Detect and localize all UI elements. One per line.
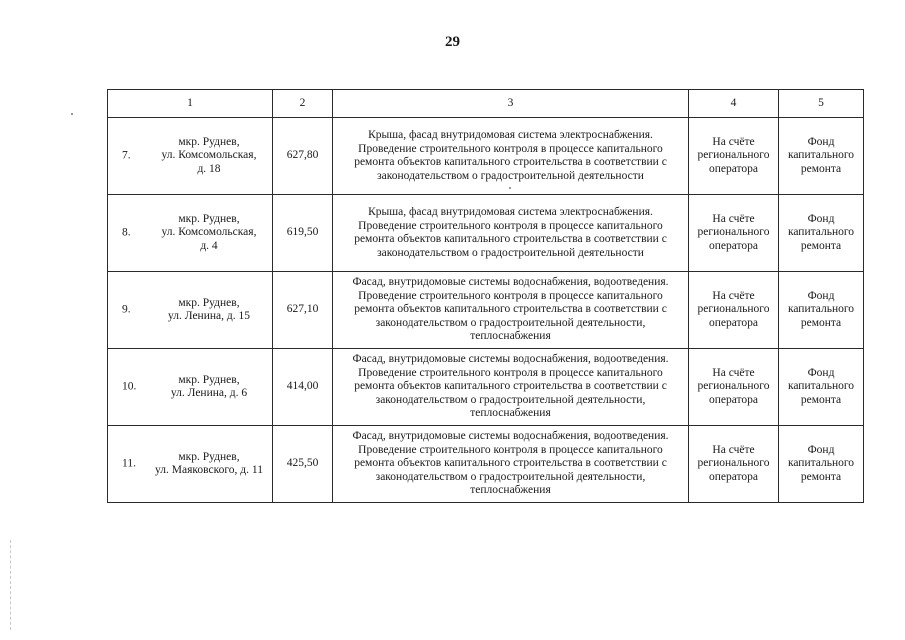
works-line: законодательством о градостроительной деятельности, — [375, 470, 646, 483]
address-line: д. 4 — [200, 239, 218, 252]
scan-speck — [71, 113, 73, 115]
address-line: мкр. Руднев, — [178, 450, 240, 463]
table-row — [108, 118, 864, 195]
account-line: регионального — [697, 380, 770, 393]
table-row — [108, 272, 864, 349]
address-cell — [108, 426, 273, 503]
account-cell — [689, 272, 779, 349]
fund-cell — [779, 195, 864, 272]
works-line: Проведение строительного контроля в процессе капитального — [358, 142, 663, 155]
area-cell: 414,00 — [273, 349, 333, 426]
fund-line: ремонта — [800, 316, 842, 329]
scan-speck — [509, 187, 511, 189]
account-line: оператора — [708, 470, 759, 483]
address-line: мкр. Руднев, — [178, 296, 240, 309]
fund-cell — [779, 426, 864, 503]
address-line: д. 18 — [197, 162, 221, 175]
account-line: оператора — [708, 393, 759, 406]
works-line: Фасад, внутридомовые системы водоснабжения, водоотведения. — [352, 430, 669, 443]
account-line: регионального — [697, 149, 770, 162]
fund-line: Фонд — [807, 366, 835, 379]
address-line: ул. Маяковского, д. 11 — [155, 464, 263, 476]
works-line: ремонта объектов капитального строительства в соответствии с — [354, 303, 667, 316]
address-text — [108, 297, 272, 324]
address-line: мкр. Руднев, — [178, 135, 240, 148]
works-cell — [333, 426, 689, 503]
address-line: ул. Комсомольская, — [161, 226, 257, 239]
works-line: теплоснабжения — [470, 407, 551, 420]
works-line: законодательством о градостроительной деятельности, — [375, 393, 646, 406]
account-cell — [689, 118, 779, 195]
account-cell — [689, 195, 779, 272]
area-cell: 627,10 — [273, 272, 333, 349]
address-cell — [108, 272, 273, 349]
table-header-row — [108, 90, 864, 118]
address-line: ул. Ленина, д. 6 — [170, 387, 248, 399]
works-line: теплоснабжения — [470, 484, 551, 497]
account-line: оператора — [708, 162, 759, 175]
works-cell — [333, 272, 689, 349]
fund-line: капитального — [787, 457, 855, 470]
fund-line: ремонта — [800, 239, 842, 252]
works-line: Крыша, фасад внутридомовая система электроснабжения. — [368, 129, 653, 141]
works-line: Фасад, внутридомовые системы водоснабжения, водоотведения. — [352, 353, 669, 366]
row-number: 10. — [122, 380, 137, 393]
fund-cell — [779, 272, 864, 349]
fund-cell — [779, 349, 864, 426]
works-cell — [333, 195, 689, 272]
works-cell — [333, 118, 689, 195]
account-line: На счёте — [712, 212, 755, 225]
address-cell — [108, 118, 273, 195]
works-line: теплоснабжения — [470, 330, 551, 343]
table-row — [108, 195, 864, 272]
account-line: регионального — [697, 457, 770, 470]
fund-line: ремонта — [800, 393, 842, 406]
account-line: На счёте — [712, 366, 755, 379]
account-cell — [689, 426, 779, 503]
account-cell — [689, 349, 779, 426]
account-line: На счёте — [712, 135, 755, 148]
works-line: законодательством о градостроительной деятельности, — [375, 316, 646, 329]
fund-line: Фонд — [807, 443, 835, 456]
fund-cell — [779, 118, 864, 195]
fund-line: Фонд — [807, 135, 835, 148]
header-col-2: 2 — [273, 90, 333, 118]
works-line: Проведение строительного контроля в процессе капитального — [358, 219, 663, 232]
table-row — [108, 349, 864, 426]
works-line: ремонта объектов капитального строительства в соответствии с — [354, 380, 667, 393]
works-line: Проведение строительного контроля в процессе капитального — [358, 289, 663, 302]
row-number: 11. — [122, 457, 136, 470]
table-body — [108, 118, 864, 503]
area-cell: 619,50 — [273, 195, 333, 272]
account-line: оператора — [708, 316, 759, 329]
header-col-5: 5 — [779, 90, 864, 118]
address-line: ул. Комсомольская, — [161, 149, 257, 162]
page-number: 29 — [445, 34, 460, 50]
fund-line: капитального — [787, 226, 855, 239]
account-line: регионального — [697, 303, 770, 316]
works-cell — [333, 349, 689, 426]
account-line: На счёте — [712, 443, 755, 456]
header-col-4: 4 — [689, 90, 779, 118]
fund-line: капитального — [787, 380, 855, 393]
fund-line: капитального — [787, 149, 855, 162]
row-number: 7. — [122, 149, 131, 162]
row-number: 9. — [122, 303, 131, 316]
account-line: На счёте — [712, 289, 755, 302]
table-row — [108, 426, 864, 503]
capital-repair-table — [107, 89, 864, 503]
row-number: 8. — [122, 226, 131, 239]
scan-margin-mark — [10, 540, 12, 630]
works-line: ремонта объектов капитального строительства в соответствии с — [354, 156, 667, 168]
account-line: регионального — [697, 226, 770, 239]
fund-line: ремонта — [800, 470, 842, 483]
header-col-3: 3 — [333, 90, 689, 118]
works-line: Крыша, фасад внутридомовая система электроснабжения. — [368, 206, 653, 218]
works-line: Проведение строительного контроля в процессе капитального — [358, 443, 663, 456]
works-line: Проведение строительного контроля в процессе капитального — [358, 366, 663, 379]
address-cell — [108, 349, 273, 426]
works-line: ремонта объектов капитального строительства в соответствии с — [354, 233, 667, 245]
works-line: законодательством о градостроительной деятельности — [377, 246, 644, 259]
works-line: законодательством о градостроительной деятельности — [377, 169, 644, 182]
address-text — [108, 136, 272, 177]
area-cell: 627,80 — [273, 118, 333, 195]
header-col-1: 1 — [108, 90, 273, 118]
fund-line: Фонд — [807, 289, 835, 302]
works-line: ремонта объектов капитального строительства в соответствии с — [354, 457, 667, 470]
address-text — [108, 213, 272, 254]
address-line: мкр. Руднев, — [178, 373, 240, 386]
fund-line: капитального — [787, 303, 855, 316]
address-cell — [108, 195, 273, 272]
address-line: мкр. Руднев, — [178, 212, 240, 225]
account-line: оператора — [708, 239, 759, 252]
works-line: Фасад, внутридомовые системы водоснабжения, водоотведения. — [352, 276, 669, 289]
fund-line: ремонта — [800, 162, 842, 175]
area-cell: 425,50 — [273, 426, 333, 503]
fund-line: Фонд — [807, 212, 835, 225]
address-line: ул. Ленина, д. 15 — [168, 310, 250, 322]
